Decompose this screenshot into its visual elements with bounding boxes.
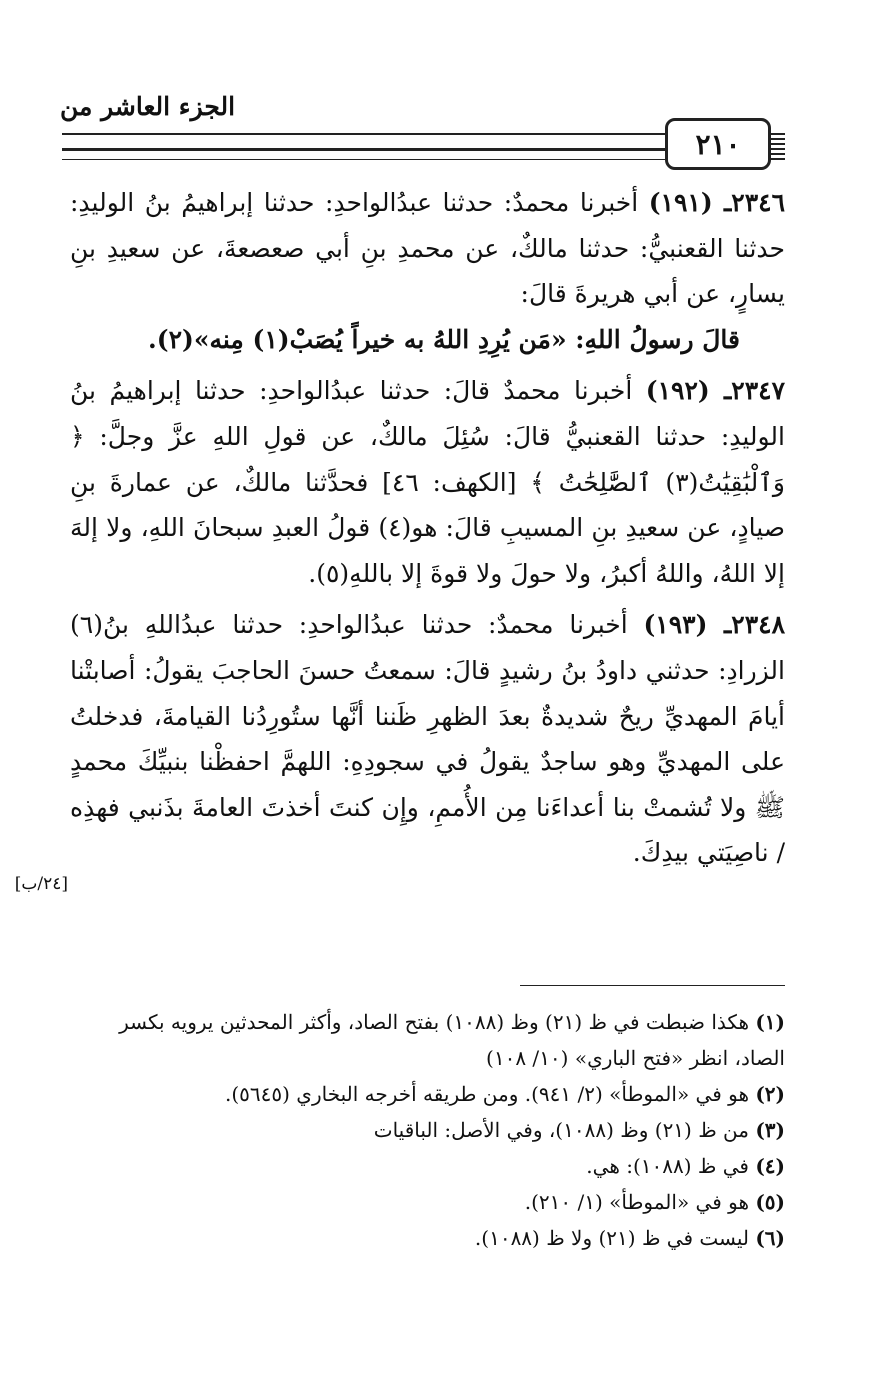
manuscript-folio-marker: [٢٤/ب] [14, 874, 68, 894]
footnote-separator [520, 985, 785, 986]
hadith-text: أخبرنا محمدٌ: حدثنا عبدُالواحدِ: حدثنا عبدُاللهِ بنُ(٦) الزرادِ: حدثني داودُ بنُ رشيدٍ قالَ: سمعتُ حسنَ الحاجبَ يقولُ: أصابتْنا أيامَ المهديِّ ريحٌ شديدةٌ بعدَ الظهرِ ظَننا أنَّها ستُورِدُنا القيامةَ، فدخلتُ على المهديِّ وهو ساجدٌ يقولُ في سجودِهِ: اللهمَّ احفظْنا بنبيِّكَ محمدٍ ﷺ ولا تُشمتْ بنا أعداءَنا مِن الأُممِ، وإِن كنتَ أخذتَ العامةَ بذَنبي فهذِه / ناصِيَتي بيدِكَ. [70, 610, 785, 868]
footnote-text: هو في «الموطأ» (١/ ٢١٠). [524, 1190, 749, 1214]
running-header-title: الجزء العاشر من [60, 92, 236, 121]
footnote-number: (٤) [755, 1154, 785, 1178]
footnote-number: (٣) [755, 1118, 785, 1142]
footnotes [70, 1004, 785, 1256]
footnote-text: ليست في ظ (٢١) ولا ظ (١٠٨٨). [474, 1226, 749, 1250]
hadith-quote: قالَ رسولُ اللهِ: «مَن يُرِدِ اللهُ به خيراً يُصَبْ(١) مِنه»(٢). [148, 324, 740, 354]
hadith-number: ٢٣٤٦ـ (١٩١) [648, 188, 786, 217]
footnote-text: من ظ (٢١) وظ (١٠٨٨)، وفي الأصل: الباقيات [373, 1118, 749, 1142]
footnote [70, 1220, 785, 1256]
footnote [70, 1148, 785, 1184]
footnote [70, 1004, 785, 1076]
main-text [70, 180, 785, 882]
footnote [70, 1112, 785, 1148]
footnote-number: (٥) [755, 1190, 785, 1214]
hadith-text: أخبرنا محمدٌ: حدثنا عبدُالواحدِ: حدثنا إبراهيمُ بنُ الوليدِ: حدثنا القعنبيُّ: حدثنا مالكٌ، عن محمدِ بنِ أبي صعصعةَ، عن سعيدِ بنِ يسارٍ، عن أبي هريرةَ قالَ: [70, 188, 785, 309]
footnote-number: (٦) [755, 1226, 785, 1250]
hadith-paragraph [70, 180, 785, 362]
hadith-paragraph [70, 368, 785, 596]
footnote-text: في ظ (١٠٨٨): هي. [586, 1154, 749, 1178]
footnote-number: (١) [755, 1010, 785, 1034]
footnote-text: هكذا ضبطت في ظ (٢١) وظ (١٠٨٨) بفتح الصاد، وأكثر المحدثين يرويه بكسر الصاد، انظر «فتح الباري» (١٠/ ١٠٨) [119, 1010, 785, 1070]
hadith-number: ٢٣٤٨ـ (١٩٣) [643, 610, 785, 640]
footnote-number: (٢) [755, 1082, 785, 1106]
page-number: ٢١٠ [665, 118, 771, 170]
footnote [70, 1184, 785, 1220]
footnote-text: هو في «الموطأ» (٢/ ٩٤١). ومن طريقه أخرجه البخاري (٥٦٤٥). [225, 1082, 749, 1106]
hadith-text: أخبرنا محمدٌ قالَ: حدثنا عبدُالواحدِ: حدثنا إبراهيمُ بنُ الوليدِ: حدثنا القعنبيُّ قالَ: سُئِلَ مالكٌ، عن قولِ اللهِ عزَّ وجلَّ: ﴿ وَٱلْبَٰقِيَٰتُ(٣) ٱلصَّٰلِحَٰتُ ﴾ [الكهف: ٤٦] فحدَّثنا مالكٌ، عن عمارةَ بنِ صيادٍ، عن سعيدِ بنِ المسيبِ قالَ: هو(٤) قولُ العبدِ سبحانَ اللهِ، ولا إلهَ إلا اللهُ، واللهُ أكبرُ، ولا حولَ ولا قوةَ إلا باللهِ(٥). [70, 376, 785, 588]
footnote [70, 1076, 785, 1112]
hadith-number: ٢٣٤٧ـ (١٩٢) [645, 376, 786, 406]
hadith-paragraph [70, 602, 785, 876]
